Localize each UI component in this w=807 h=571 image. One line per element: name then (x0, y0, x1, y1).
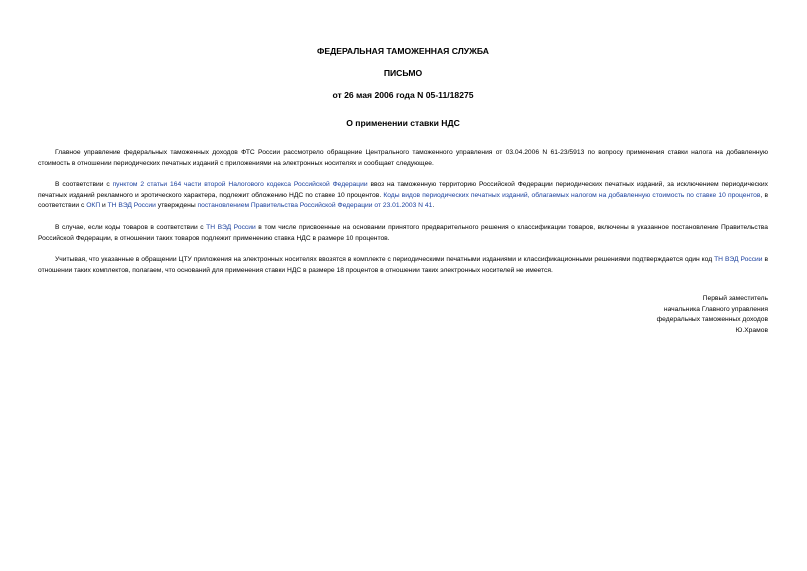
paragraph-2-text-1: В соответствии с (55, 181, 113, 189)
document-subject: О применении ставки НДС (346, 118, 460, 128)
paragraph-4-text-2: в отношении таких комплектов, полагаем, что оснований для применения ставки НДС в размере 18 процентов в отношении таких электронных носителей не имеется. (38, 256, 769, 274)
signature-name: Ю.Храмов (735, 326, 768, 334)
paragraph-4-text-1: Учитывая, что указанные в обращении ЦТУ приложения на электронных носителях ввозятся в комплекте с периодическими печатными изданиями и классификационными решениями подтверждается один код (55, 256, 715, 264)
link-periodicals-codes[interactable]: Коды видов периодических печатных изданий, облагаемых налогом на добавленную стоимость по ставке 10 процентов (383, 191, 761, 199)
paragraph-2-text-3: , в соответствии с (38, 191, 769, 210)
signature-title-2: начальника Главного управления (663, 305, 768, 313)
paragraph-3-text-1: В случае, если коды товаров в соответствии с (55, 223, 207, 231)
document-body (38, 148, 768, 276)
agency-name: ФЕДЕРАЛЬНАЯ ТАМОЖЕННАЯ СЛУЖБА (317, 46, 489, 56)
link-tn-ved-3[interactable]: ТН ВЭД России (714, 256, 763, 264)
paragraph-2-text-4: и (100, 202, 108, 210)
paragraph-2 (38, 180, 768, 212)
link-government-decree-41[interactable]: постановлением Правительства Российской Федерации от 23.01.2003 N 41 (197, 202, 433, 210)
signature-title-3: федеральных таможенных доходов (656, 316, 768, 324)
paragraph-1-text: Главное управление федеральных таможенных доходов ФТС России рассмотрело обращение Центрального таможенного управления от 03.04.2006 N 61-23/5913 по вопросу применения ставки налога на добавленную стоимость в отношении периодических печатных изданий с приложениями на электронных носителях и сообщает следующее. (38, 149, 768, 167)
paragraph-3 (38, 223, 768, 244)
paragraph-3-text-2: в том числе присвоенные на основании принятого предварительного решения о классификации товаров, включены в указанное постановление Правительства Российской Федерации, в отношении таких товаров подлежит применению ставка НДС в размере 10 процентов. (38, 223, 769, 242)
link-okp[interactable]: ОКП (86, 202, 101, 210)
link-tax-code-article-164[interactable]: пунктом 2 статьи 164 части второй Налогового кодекса Российской Федерации (112, 181, 368, 189)
paragraph-1 (38, 148, 768, 169)
document-page (38, 0, 769, 334)
paragraph-4 (38, 255, 768, 276)
document-date-number: от 26 мая 2006 года N 05-11/18275 (332, 90, 474, 100)
link-tn-ved-2[interactable]: ТН ВЭД России (206, 223, 256, 231)
signature-block (657, 294, 768, 336)
paragraph-2-text-5: утверждены (155, 202, 198, 210)
paragraph-2-text-6: . (432, 202, 435, 210)
signature-title-1: Первый заместитель (702, 295, 768, 302)
document-type: ПИСЬМО (383, 68, 423, 78)
link-tn-ved[interactable]: ТН ВЭД России (107, 202, 156, 210)
paragraph-2-text-2: ввоз на таможенную территорию Российской Федерации периодических печатных изданий, за исключением периодических печатных изданий рекламного и эротического характера, подлежит обложению НДС по ставке 10 процентов. (38, 181, 768, 199)
